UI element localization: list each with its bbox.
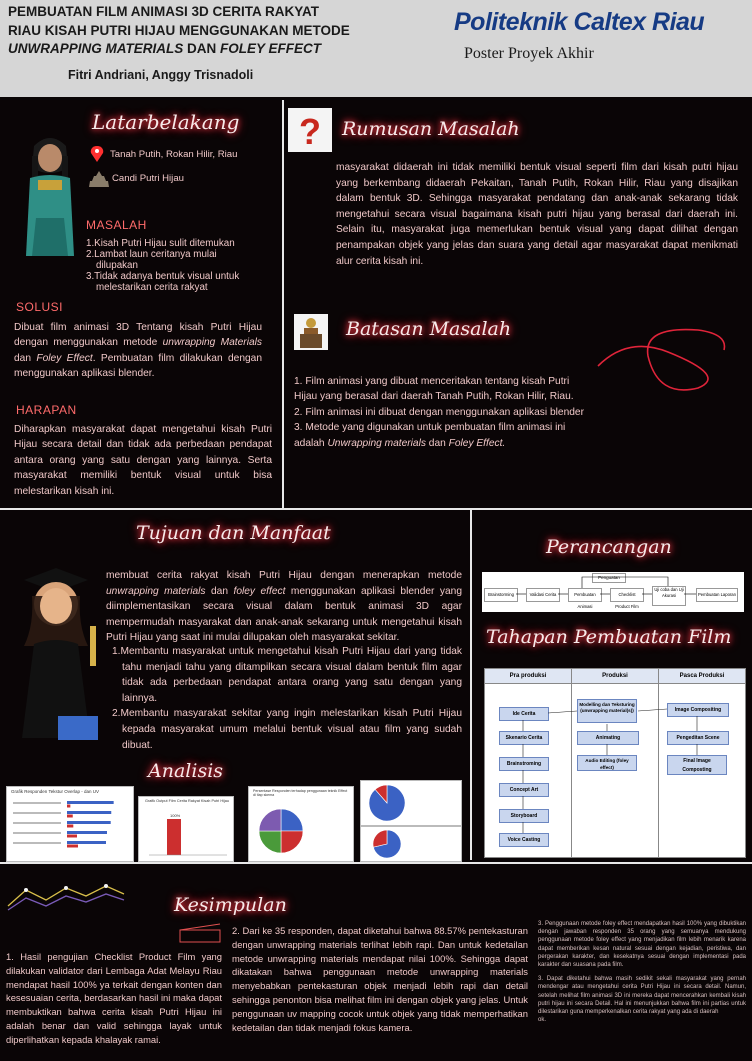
chart-title: Persentase Responden terhadap penggunaan teknik Effect di tiap skema	[253, 789, 348, 797]
temple-icon	[88, 170, 110, 188]
diagram-arrows	[482, 572, 744, 612]
tahapan-col-header: Pra produksi	[485, 669, 572, 684]
divider-horizontal-mid	[0, 508, 752, 510]
tahapan-heading: Tahapan Pembuatan Film	[486, 626, 732, 648]
tahapan-col-header: Pasca Produksi	[659, 669, 745, 684]
tahapan-step: Final Image Composting	[667, 755, 727, 775]
tahapan-step: Ide Cerita	[499, 707, 549, 721]
perancangan-heading: Perancangan	[546, 536, 672, 558]
analisis-chart-3	[248, 786, 354, 862]
divider-horizontal-bottom	[0, 862, 752, 864]
batasan-list	[294, 374, 594, 451]
chart1-row-label	[13, 822, 61, 824]
line-graph-decoration	[6, 880, 126, 914]
poster-title-line-3: UNWRAPPING MATERIALS DAN FOLEY EFFECT	[8, 41, 322, 56]
chart1-svg	[7, 787, 133, 861]
perancangan-diagram	[482, 572, 744, 612]
analisis-chart-4	[360, 780, 462, 826]
header-bar	[0, 0, 752, 97]
diagram-box: Brainstorming	[484, 588, 518, 602]
masalah-list	[86, 238, 276, 293]
tahapan-step: Pengeditan Scene	[667, 731, 729, 745]
kesimpulan-heading: Kesimpulan	[174, 894, 287, 916]
chart-title: Grafik Responden Tekstur Overlap - dan UV	[11, 789, 99, 794]
chart1-bar-blue	[67, 801, 114, 804]
analisis-chart-1	[6, 786, 134, 862]
chart3-svg	[249, 787, 353, 861]
tahapan-step: Image Compositing	[667, 703, 729, 717]
poster-title-line-2: RIAU KISAH PUTRI HIJAU MENGGUNAKAN METODE	[8, 23, 350, 38]
chart1-row-label	[13, 832, 61, 834]
chart5-slice	[373, 830, 387, 847]
masalah-item: 1.Kisah Putri Hijau sulit ditemukan	[86, 238, 235, 249]
tahapan-diagram	[484, 668, 746, 858]
tahapan-arrows	[485, 669, 745, 857]
graduate-caricature-icon	[4, 566, 108, 746]
analisis-chart-5	[360, 826, 462, 862]
tujuan-point: 1.Membantu masyarakat untuk mengetahui kisah Putri Hijau dari yang tidak tahu menjadi tahu yang ditampilkan secara visual dalam bentuk film agar tidak ada perbedaan pendapat antara orang yang satu dengan yang lainnya.	[112, 646, 462, 704]
masalah-item: 3.Tidak adanya bentuk visual untuk	[86, 271, 240, 282]
batasan-heading: Batasan Masalah	[346, 318, 512, 340]
chart1-bar-blue	[67, 811, 111, 814]
tahapan-step: Skenario Cerita	[499, 731, 549, 745]
location-text: Tanah Putih, Rokan Hilir, Riau	[110, 149, 238, 160]
tahapan-col-header: Produksi	[572, 669, 659, 684]
chart1-bar-blue	[67, 831, 107, 834]
chart4-svg	[361, 781, 461, 825]
chart1-bar-blue	[67, 821, 111, 824]
chart1-row-label	[13, 812, 61, 814]
tahapan-step: Brainstroming	[499, 757, 549, 771]
solusi-heading: SOLUSI	[16, 300, 64, 314]
tahapan-step: Modelling dan Teksturing (unwrapping material(s))	[577, 699, 637, 723]
divider-vertical-top	[282, 100, 284, 508]
harapan-heading: HARAPAN	[16, 403, 77, 417]
chart5-svg	[361, 827, 461, 861]
chart1-bar-red	[67, 825, 73, 828]
chart1-row-label	[13, 842, 61, 844]
diagram-box: Penguatan	[592, 573, 626, 583]
chart2-svg	[139, 797, 233, 861]
harapan-text: Diharapkan masyarakat dapat mengetahui kisah Putri Hijau secara detail dan tidak ada perbedaan pendapat antara orang yang satu dengan yang lainnya. Serta masyarakat memiliki bentuk visual untuk bisa melestarikan kisah ini.	[14, 424, 272, 497]
chart2-bar	[167, 819, 181, 855]
logo-subtitle: Poster Proyek Akhir	[464, 45, 594, 62]
tahapan-step: Concept Art	[499, 783, 549, 797]
kesimpulan-col1: 1. Hasil pengujian Checklist Product Film yang dilakukan validator dari Lembaga Adat Melayu Riau mendapat hasil 100% ya terkait dengan konten dan kesesuaian cerita, berdasarkan hasil ini maka dapat membuktikan bahwa cerita kisah Putri Hijau ini adalah benar dan valid sehingga layak untuk diperlihatkan kepada khalayak ramai.	[6, 951, 222, 1045]
analisis-heading: Analisis	[148, 760, 224, 782]
authors: Fitri Andriani, Anggy Trisnadoli	[68, 68, 254, 82]
tahapan-step: Storyboard	[499, 809, 549, 823]
chart1-bar-red	[67, 845, 78, 848]
masalah-item: dilupakan	[96, 260, 138, 271]
diagram-box: Uji coba dan Uji Akurasi	[652, 586, 686, 606]
putri-hijau-figure-icon	[14, 128, 86, 258]
diagram-box: Validasi Cerita	[526, 588, 560, 602]
diagram-box: Pembuatan Laporan	[696, 588, 738, 602]
divider-vertical-mid	[470, 510, 472, 860]
chart3-slice	[281, 809, 303, 831]
tahapan-step: Animating	[577, 731, 639, 745]
masalah-heading: MASALAH	[86, 218, 147, 232]
chart3-slice	[259, 809, 281, 831]
poster-title-line-1: PEMBUATAN FILM ANIMASI 3D CERITA RAKYAT	[8, 4, 319, 19]
batasan-item: 1. Film animasi yang dibuat menceritakan tentang kisah Putri Hijau yang berasal dari daerah Tanah Putih, Rokan Hilir, Riau.	[294, 376, 574, 403]
analisis-chart-2	[138, 796, 234, 862]
speaker-podium-icon	[294, 314, 328, 350]
question-mark-icon	[288, 108, 332, 152]
rumusan-text: masyarakat didaerah ini tidak memiliki bentuk visual seperti film dari kisah putri hijau yang berkembang didaerah Pekaitan, Tanah Putih, Rokan Hilir, Riau yang disajikan dalam bentuk 3D. Sehingga masyarakat pendatang dan anak-anak sekarang tidak mengetahui secara visual bagaimana kisah putri hijau yang berasal dari daerah ini. Selain itu, masyarakat juga memerlukan bentuk visual yang dapat dilihat dengan penampakan objek yang jelas dan suara yang detail agar masyarakat dapat menikmati alur cerita kisah ini.	[336, 162, 738, 267]
chart1-bar-red	[67, 805, 70, 808]
kesimpulan-col3	[538, 920, 746, 1024]
tujuan-intro: membuat cerita rakyat kisah Putri Hijau dengan menerapkan metode unwrapping materials dan foley effect menggunakan aplikasi blender yang diimplementasikan secara visual dalam bentuk animasi 3D agar mempermudah masyarakat dan anak-anak sekarang untuk mengetahui kisah Putri Hijau yang saat ini mulai dilupakan oleh masyarakat sekitar.	[106, 570, 462, 644]
logo-text: Politeknik Caltex Riau	[454, 8, 705, 36]
diagram-box: Checklist Product Film	[610, 588, 644, 602]
masalah-item: melestarikan cerita rakyat	[96, 282, 208, 293]
chart3-slice	[281, 831, 303, 853]
batasan-item: 2. Film animasi ini dibuat dengan menggunakan aplikasi blender	[294, 406, 584, 418]
kesimpulan-point: 3. Penggunaan metode foley effect mendapatkan hasil 100% yang dibuktikan dengan jawaban responden 35 orang yang semuanya mendukung penggunaan metode foley effect yang menjadikan film lebih menarik karena dapat memberikan kesan natural sesuai dengan kejadian, peristiwa, dan pergerakan karakter, dan kesekatnya sesuai dengan implementasi pada karakter dan suasana pada film.	[538, 921, 746, 969]
decorative-scribble	[588, 316, 738, 396]
chart2-value-label: 100%	[170, 813, 181, 818]
tahapan-step: Voice Casting	[499, 833, 549, 847]
chart1-bar-red	[67, 835, 77, 838]
tujuan-point: 2.Membantu masyarakat sekitar yang ingin melestarikan kisah Putri Hijau kepada masyarakat umum melalui bentuk visual atau film yang sudah dibuat.	[112, 708, 462, 751]
latar-heading: Latarbelakang	[92, 110, 240, 134]
chart1-bar-red	[67, 815, 73, 818]
masalah-item: 2.Lambat laun ceritanya mulai	[86, 249, 217, 260]
chart-title: Grafik Output Film Cerita Rakyat Kisah Putri Hijau	[145, 799, 229, 803]
film-clapper-icon	[176, 922, 224, 944]
batasan-item: 3. Metode yang digunakan untuk pembuatan film animasi ini adalah Unwrapping materials dan Foley Effect.	[294, 422, 566, 449]
chart3-slice	[259, 831, 281, 853]
chart1-row-label	[13, 802, 61, 804]
kesimpulan-col2: 2. Dari ke 35 responden, dapat diketahui bahwa 88.57% pentekasturan dengan unwrapping materials terlihat lebih rapi. Dan untuk kedetailan metode unwrapping materials mendapat nilai 100%. Sehingga dapat dikatakan bahwa penggunaan metode unwrapping materials menyebabkan pentekasturan objek menjadi lebih rapi dan detail sehingga penonton bisa melihat film ini dengan objek yang jelas. Untuk penggunaan uv mapping cocok untuk objek yang tidak memperhatikan kedetailan dan tidak menjadi fokus kamera.	[232, 925, 528, 1033]
chart1-bar-blue	[67, 841, 106, 844]
tujuan-heading: Tujuan dan Manfaat	[136, 522, 331, 544]
kesimpulan-point: ok.	[538, 1017, 547, 1024]
location-pin-icon	[90, 145, 104, 163]
tujuan-points	[112, 644, 462, 753]
rumusan-heading: Rumusan Masalah	[342, 118, 520, 140]
temple-text: Candi Putri Hijau	[112, 173, 184, 184]
svg-text:?: ?	[299, 111, 321, 152]
tahapan-step: Audio Editing (foley effect)	[577, 755, 637, 771]
logo	[454, 8, 744, 37]
diagram-box: Pembuatan Animasi	[568, 588, 602, 602]
solusi-text: Dibuat film animasi 3D Tentang kisah Putri Hijau dengan menggunakan metode unwrapping Materials dan Foley Effect. Pembuatan film dilakukan dengan menggunakan aplikasi blender.	[14, 322, 262, 380]
kesimpulan-point: 3. Dapat diketahui bahwa masih sedikit sekali masyarakat yang pernah mendengar atau mengetahui cerita Putri Hijau ini secara detail. Namun, setelah melihat film animasi 3D ini mereka dapat mencerahkan kembali kisah putri hijau ini secara Detail. Hal ini menunjukkan bahwa film ini partias untuk dilestarikan guna memperkenalkan cerita rakyat yang ada di daerah	[538, 976, 746, 1016]
